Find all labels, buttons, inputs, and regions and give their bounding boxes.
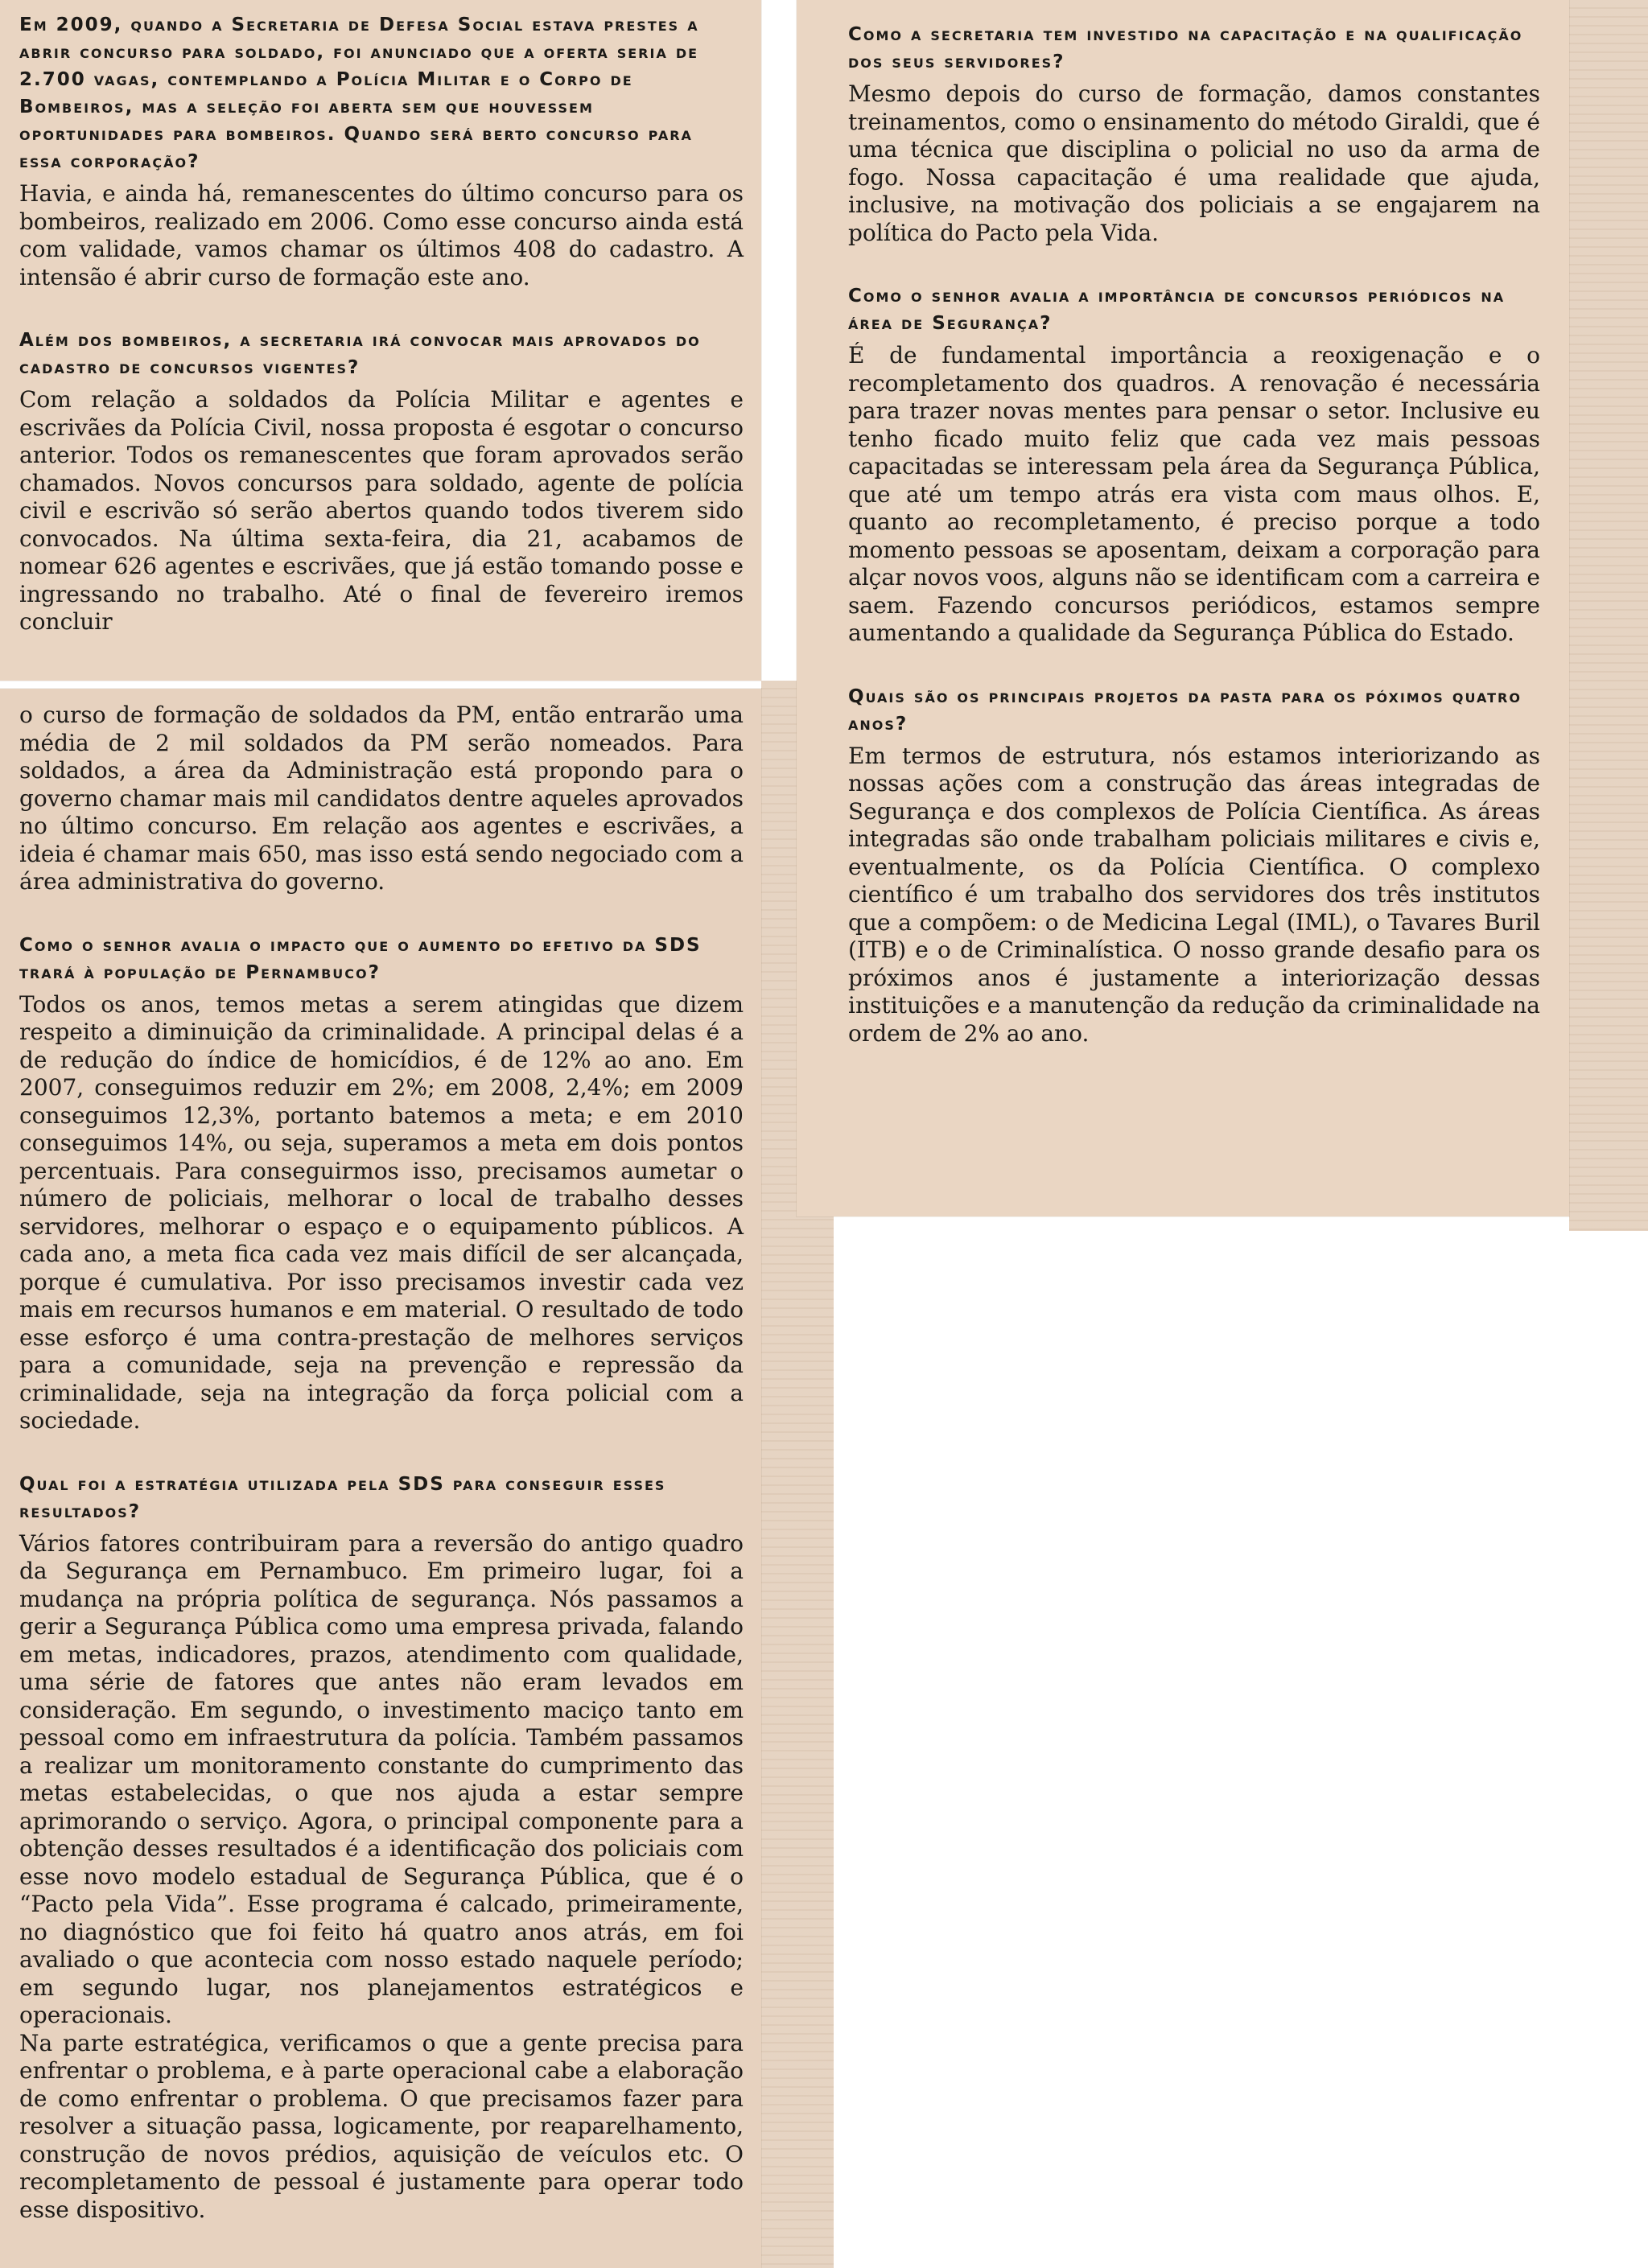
question-3: Como o senhor avalia o impacto que o aumento do efetivo da SDS trará à população de Pernambuco? (19, 934, 702, 983)
question-4: Qual foi a estratégia utilizada pela SDS para conseguir esses resultados? (19, 1473, 666, 1522)
question-6: Como o senhor avalia a importância de concursos periódicos na área de Segurança? (848, 286, 1506, 334)
question-2: Além dos bombeiros, a secretaria irá convocar mais aprovados do cadastro de concursos vigentes? (19, 330, 701, 378)
question-5: Como a secretaria tem investido na capacitação e na qualificação dos seus servidores? (848, 24, 1523, 72)
clipping-left-bottom (0, 689, 761, 2268)
clipping-right (797, 0, 1569, 1216)
clipping-top-left (0, 0, 761, 681)
answer-4-paragraph-2: Na parte estratégica, verificamos o que a gente precisa para enfrentar o problema, e à parte operacional cabe a elaboração de como enfrentar o problema. O que precisamos fazer para resolver a situação passa, logicamente, por reaparelhamento, construção de novos prédios, aquisição de veículos etc. O recompletamento de pessoal é justamente para operar todo esse dispositivo. (19, 2029, 744, 2223)
answer-6: É de fundamental importância a reoxigenação e o recompletamento dos quadros. A renovação é necessária para trazer novas mentes para pensar o setor. Inclusive eu tenho ficado muito feliz que cada vez mais pessoas capacitadas se interessam pela área da Segurança Pública, que até um tempo atrás era vista com maus olhos. E, quanto ao recompletamento, é preciso porque a todo momento pessoas se aposentam, deixam a corporação para alçar novos voos, alguns não se identificam com a carreira e saem. Fazendo concursos periódicos, estamos sempre aumentando a qualidade da Segurança Pública do Estado. (848, 342, 1540, 646)
answer-1: Havia, e ainda há, remanescentes do último concurso para os bombeiros, realizado em 2006. Como esse concurso ainda está com validade, vamos chamar os últimos 408 do cadastro. A intensão é abrir curso de formação este ano. (19, 180, 744, 290)
answer-4-paragraph-1: Vários fatores contribuiram para a reversão do antigo quadro da Segurança em Pernambuco. Em primeiro lugar, foi a mudança na própria política de segurança. Nós passamos a gerir a Segurança Pública como uma empresa privada, falando em metas, indicadores, prazos, atendimento com qualidade, uma série de fatores que antes não eram levados em consideração. Em segundo, o investimento maciço tanto em pessoal como em infraestrutura da polícia. Também passamos a realizar um monitoramento constante do cumprimento das metas estabelecidas, o que nos ajuda a estar sempre aprimorando o serviço. Agora, o principal componente para a obtenção desses resultados é a identificação dos policiais com esse novo modelo estadual de Segurança Pública, que é o “Pacto pela Vida”. Esse programa é calcado, primeiramente, no diagnóstico que foi feito há quatro anos atrás, em foi avaliado o que acontecia com nosso estado naquele período; em segundo lugar, nos planejamentos estratégicos e operacionais. (19, 1529, 744, 2028)
answer-2-continued: o curso de formação de soldados da PM, então entrarão uma média de 2 mil soldados da PM serão nomeados. Para soldados, a área da Administração está propondo para o governo chamar mais mil candidatos dentre aqueles aprovados no último concurso. Em relação aos agentes e escrivães, a ideia é chamar mais 650, mas isso está sendo negociado com a área administrativa do governo. (19, 702, 744, 895)
perforated-strip-right (1569, 0, 1648, 1231)
question-1: Em 2009, quando a Secretaria de Defesa Social estava prestes a abrir concurso para soldado, foi anunciado que a oferta seria de 2.700 vagas, contemplando a Polícia Militar e o Corpo de Bombeiros, mas a seleção foi aberta sem que houvessem oportunidades para bombeiros. Quando será berto concurso para essa corporação? (19, 14, 699, 172)
answer-3: Todos os anos, temos metas a serem atingidas que dizem respeito a diminuição da criminalidade. A principal delas é a de redução do índice de homicídios, é de 12% ao ano. Em 2007, conseguimos reduzir em 2%; em 2008, 2,4%; em 2009 conseguimos 12,3%, portanto batemos a meta; e em 2010 conseguimos 14%, ou seja, superamos a meta em dois pontos percentuais. Para conseguirmos isso, precisamos aumetar o número de policiais, melhorar o local de trabalho desses servidores, melhorar o espaço e o equipamento públicos. A cada ano, a meta fica cada vez mais difícil de ser alcançada, porque é cumulativa. Por isso precisamos investir cada vez mais em recursos humanos e em material. O resultado de todo esse esforço é uma contra-prestação de melhores serviços para a comunidade, seja na prevenção e repressão da criminalidade, seja na integração da força policial com a sociedade. (19, 990, 744, 1434)
answer-5: Mesmo depois do curso de formação, damos constantes treinamentos, como o ensinamento do método Giraldi, que é uma técnica que disciplina o policial no uso da arma de fogo. Nossa capacitação é uma realidade que ajuda, inclusive, na motivação dos policiais a se engajarem na política do Pacto pela Vida. (848, 80, 1540, 246)
answer-2: Com relação a soldados da Polícia Militar e agentes e escrivães da Polícia Civil, nossa proposta é esgotar o concurso anterior. Todos os remanescentes que foram aprovados serão chamados. Novos concursos para soldado, agente de polícia civil e escrivão só serão abertos quando todos tiverem sido convocados. Na última sexta-feira, dia 21, acabamos de nomear 626 agentes e escrivães, que já estão tomando posse e ingressando no trabalho. Até o final de fevereiro iremos concluir (19, 386, 744, 635)
answer-7: Em termos de estrutura, nós estamos interiorizando as nossas ações com a construção das áreas integradas de Segurança e dos complexos de Polícia Científica. As áreas integradas são onde trabalham policiais militares e civis e, eventualmente, os da Polícia Científica. O complexo científico é um trabalho dos servidores dos três institutos que a compõem: o de Medicina Legal (IML), o Tavares Buril (ITB) e o de Criminalística. O nosso grande desafio para os próximos anos é justamente a interiorização dessas instituições e a manutenção da redução da criminalidade na ordem de 2% ao ano. (848, 742, 1540, 1047)
question-7: Quais são os principais projetos da pasta para os póximos quatro anos? (848, 685, 1522, 735)
